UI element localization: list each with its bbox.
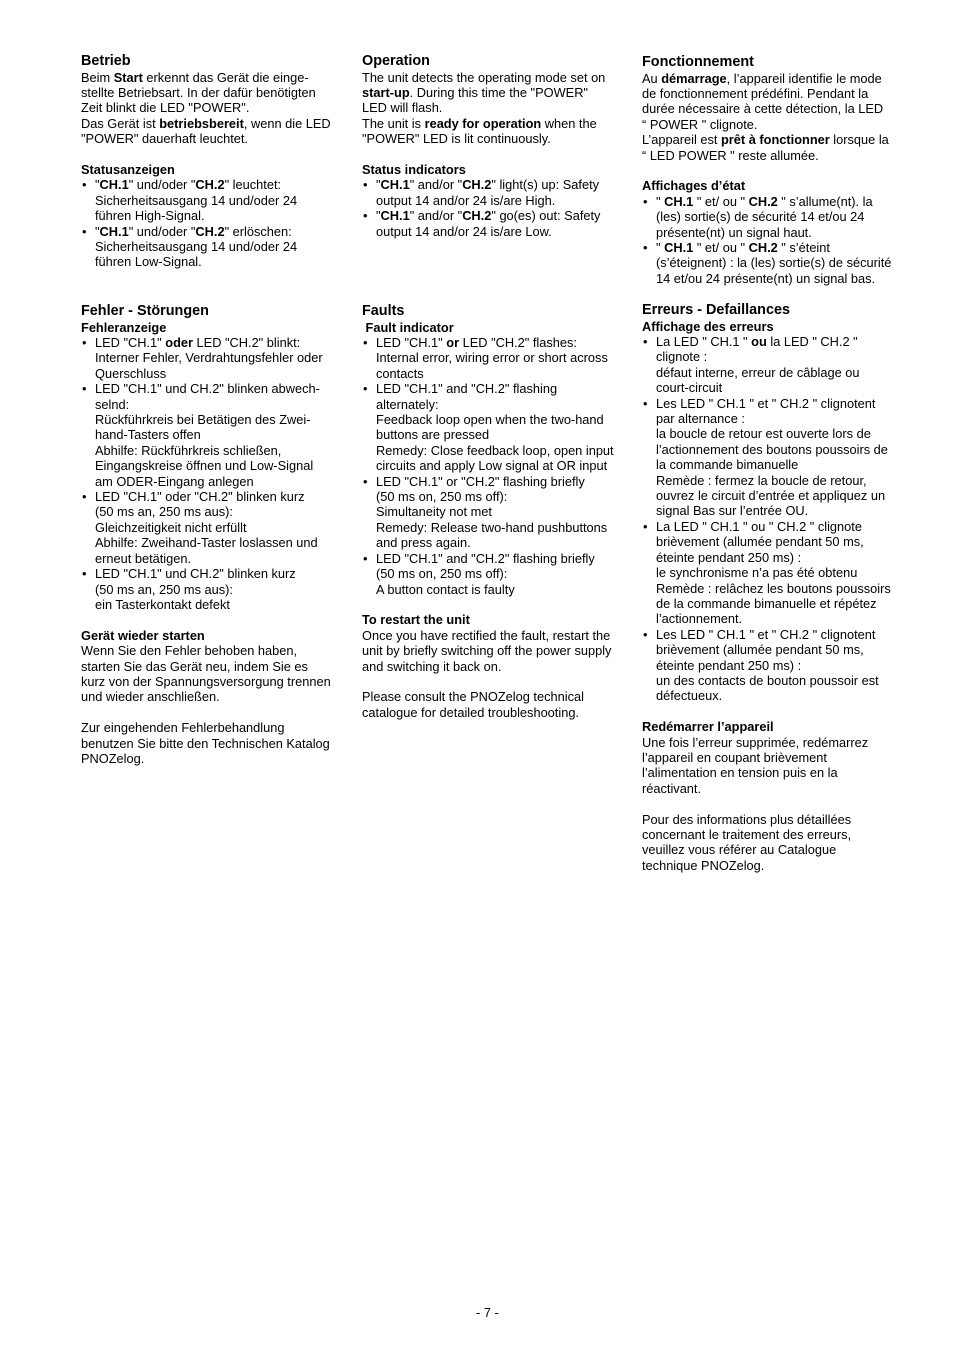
text-line: "POWER" LED is lit continuously.: [362, 131, 551, 147]
bullet-marker: •: [363, 473, 368, 489]
bold-text: start-up: [362, 85, 410, 100]
bullet-item: [81, 381, 349, 489]
text-line: Abhilfe: Rückführkreis schließen,: [95, 442, 282, 458]
section-heading: Fonctionnement: [642, 54, 754, 70]
text-line: signal Bas sur l’entrée OU.: [656, 503, 809, 519]
text-segment: Beim: [81, 69, 114, 85]
subheading: Fehleranzeige: [81, 319, 167, 335]
paragraph: [642, 812, 910, 874]
subheading: Gerät wieder starten: [81, 627, 205, 643]
text-segment: " s’allume(nt). la: [777, 193, 873, 209]
text-segment: LED "CH.1": [95, 335, 166, 350]
bullet-marker: •: [643, 518, 648, 534]
text-line: éteinte pendant 250 ms) :: [656, 549, 802, 565]
section-heading: Fehler - Störungen: [81, 303, 209, 319]
text-line: l’alimentation en tension puis en la: [642, 765, 838, 781]
text-segment: ": [376, 208, 381, 224]
text-line: par alternance :: [656, 411, 745, 427]
text-segment: " s’éteint: [777, 240, 830, 256]
text-segment: LED "CH.1": [376, 335, 447, 350]
text-line: ein Tasterkontakt defekt: [95, 596, 230, 612]
bullet-item: [642, 396, 910, 519]
bold-text: CH.1: [664, 193, 694, 209]
text-line: Gleichzeitigkeit nicht erfüllt: [95, 519, 247, 535]
bullet-marker: •: [82, 177, 87, 193]
text-line: output 14 and/or 24 is/are High.: [376, 192, 556, 208]
text-line: [81, 70, 349, 85]
text-segment: " und/oder ": [128, 223, 196, 239]
text-line: ouvrez le circuit d’entrée et appliquez un: [656, 488, 886, 504]
text-line: (50 ms on, 250 ms off):: [376, 489, 508, 505]
text-line: de fonctionnement prédéfini. Pendant la: [642, 86, 869, 101]
text-line: Abhilfe: Zweihand-Taster loslassen und: [95, 535, 318, 551]
bullet-marker: •: [363, 381, 368, 397]
text-line: Les LED " CH.1 " et " CH.2 " clignotent: [656, 395, 876, 411]
text-line: (50 ms an, 250 ms aus):: [95, 504, 233, 520]
text-line: défaut interne, erreur de câblage ou: [656, 364, 860, 380]
text-line: buttons are pressed: [376, 427, 490, 443]
bullet-item: [642, 627, 910, 704]
text-line: [81, 116, 349, 131]
bullet-list: [642, 194, 910, 286]
bullet-marker: •: [82, 489, 87, 505]
text-line: clignote :: [656, 349, 708, 365]
text-line: PNOZelog.: [81, 750, 145, 766]
section-heading: Operation: [362, 53, 430, 69]
bullet-marker: •: [643, 395, 648, 411]
text-segment: Au: [642, 70, 662, 86]
paragraph: [362, 689, 630, 720]
text-segment: . During this time the "POWER": [409, 85, 588, 100]
text-line: l’actionnement des boutons poussoirs de: [656, 441, 888, 457]
text-line: [656, 240, 910, 255]
text-line: Feedback loop open when the two-hand: [376, 412, 604, 428]
text-line: am ODER-Eingang anlegen: [95, 473, 254, 489]
text-line: hand-Tasters offen: [95, 427, 201, 443]
bold-text: CH.1: [99, 223, 129, 239]
text-segment: " and/or ": [409, 208, 463, 224]
text-line: The unit detects the operating mode set on: [362, 69, 606, 85]
bullet-marker: •: [643, 334, 648, 349]
text-segment: Das Gerät ist: [81, 115, 160, 131]
text-line: la commande bimanuelle: [656, 457, 799, 473]
text-line: Sicherheitsausgang 14 und/oder 24: [95, 192, 298, 208]
text-line: Rückführkreis bei Betätigen des Zwei-: [95, 412, 311, 428]
bullet-item: [81, 335, 349, 381]
text-segment: , wenn die LED: [243, 115, 331, 131]
text-line: LED "CH.1" und CH.2" blinken abwech-: [95, 381, 320, 397]
paragraph: [362, 628, 630, 674]
text-segment: " and/or ": [409, 177, 463, 193]
bullet-item: [81, 224, 349, 270]
french-column: [642, 0, 910, 1351]
text-line: présente(nt) un signal haut.: [656, 224, 812, 240]
text-line: circuits and apply Low signal at OR input: [376, 458, 608, 474]
bullet-marker: •: [643, 626, 648, 642]
bullet-item: [81, 177, 349, 223]
text-line: concernant le traitement des erreurs,: [642, 826, 852, 842]
subheading: To restart the unit: [362, 612, 470, 628]
text-line: Please consult the PNOZelog technical: [362, 689, 584, 705]
text-line: Wenn Sie den Fehler behoben haben,: [81, 643, 298, 659]
operation-section: [362, 53, 630, 239]
text-line: réactivant.: [642, 780, 702, 796]
text-segment: ": [656, 193, 665, 209]
bold-text: CH.2: [462, 208, 492, 224]
text-line: LED "CH.1" and "CH.2" flashing: [376, 381, 558, 397]
paragraph: [642, 735, 910, 797]
text-line: Querschluss: [95, 365, 167, 381]
text-line: Une fois l’erreur supprimée, redémarrez: [642, 734, 869, 750]
text-line: (s’éteignent) : la (les) sortie(s) de sécurité: [656, 255, 892, 271]
text-line: LED "CH.1" and "CH.2" flashing briefly: [376, 550, 595, 566]
bullet-marker: •: [363, 550, 368, 566]
bold-text: CH.2: [748, 240, 778, 256]
subheading: Status indicators: [362, 162, 466, 178]
bullet-item: [362, 474, 630, 551]
bold-text: ou: [751, 334, 767, 349]
text-line: Simultaneity not met: [376, 504, 492, 520]
bullet-list: [81, 177, 349, 269]
text-segment: erkennt das Gerät die einge-: [142, 69, 309, 85]
paragraph: [81, 70, 349, 147]
erreurs-defaillances-section: [642, 302, 910, 873]
text-line: l’actionnement.: [656, 611, 743, 627]
section-heading: Erreurs - Defaillances: [642, 302, 790, 318]
text-segment: " und/oder ": [128, 177, 196, 193]
text-line: Eingangskreise öffnen und Low-Signal: [95, 458, 314, 474]
bullet-item: [362, 177, 630, 208]
bullet-marker: •: [363, 208, 368, 224]
bullet-marker: •: [82, 223, 87, 239]
text-line: kurz von der Spannungsversorgung trennen: [81, 673, 331, 689]
text-line: Zeit blinkt die LED "POWER".: [81, 100, 250, 116]
text-line: [642, 71, 910, 86]
text-line: [376, 335, 630, 350]
text-line: benutzen Sie bitte den Technischen Katalog: [81, 735, 330, 751]
text-line: A button contact is faulty: [376, 581, 515, 597]
paragraph: [362, 70, 630, 147]
bold-text: CH.1: [99, 177, 129, 193]
bold-text: prêt à fonctionner: [720, 132, 830, 148]
bullet-item: [81, 489, 349, 566]
text-line: [376, 208, 630, 223]
text-line: contacts: [376, 365, 424, 381]
text-line: [95, 224, 349, 239]
text-line: [362, 116, 630, 131]
bold-text: Start: [113, 69, 143, 85]
text-line: [376, 177, 630, 192]
bold-text: CH.2: [195, 177, 225, 193]
bold-text: CH.2: [195, 223, 225, 239]
bullet-list: [362, 177, 630, 239]
text-line: alternately:: [376, 396, 439, 412]
text-line: Remedy: Close feedback loop, open input: [376, 442, 614, 458]
text-segment: " leuchtet:: [224, 177, 282, 193]
bullet-marker: •: [82, 566, 87, 582]
text-segment: L’appareil est: [642, 132, 721, 148]
bullet-list: [362, 335, 630, 597]
text-line: “ LED POWER " reste allumée.: [642, 147, 819, 163]
text-line: and switching it back on.: [362, 658, 502, 674]
bullet-item: [642, 240, 910, 286]
text-segment: lorsque la: [829, 132, 889, 148]
bold-text: CH.2: [748, 193, 778, 209]
bold-text: ready for operation: [424, 115, 542, 131]
text-line: le synchronisme n’a pas été obtenu: [656, 565, 858, 581]
text-line: brièvement (allumée pendant 50 ms,: [656, 642, 864, 658]
bullet-marker: •: [363, 177, 368, 193]
text-segment: when the: [541, 115, 597, 131]
text-line: brièvement (allumée pendant 50 ms,: [656, 534, 864, 550]
text-line: catalogue for detailed troubleshooting.: [362, 704, 579, 720]
text-segment: la LED " CH.2 ": [766, 334, 858, 349]
text-segment: " et/ ou ": [693, 240, 749, 256]
text-line: starten Sie das Gerät neu, indem Sie es: [81, 658, 308, 674]
text-line: 14 et/ou 24 présente(nt) un signal bas.: [656, 270, 876, 286]
bullet-item: [362, 335, 630, 381]
text-line: [642, 132, 910, 147]
text-line: veuillez vous référer au Catalogue: [642, 842, 837, 858]
bold-text: or: [446, 335, 460, 350]
text-line: un des contacts de bouton poussoir est: [656, 672, 879, 688]
bullet-marker: •: [82, 381, 87, 397]
text-line: output 14 and/or 24 is/are Low.: [376, 223, 552, 239]
text-line: and press again.: [376, 535, 471, 551]
text-line: LED "CH.1" or "CH.2" flashing briefly: [376, 473, 585, 489]
bullet-list: [81, 335, 349, 612]
bold-text: oder: [165, 335, 193, 350]
subheading: Affichages d’état: [642, 178, 746, 194]
text-segment: ": [656, 240, 665, 256]
text-line: [656, 334, 910, 349]
text-segment: " erlöschen:: [224, 223, 292, 239]
subheading: Fault indicator: [362, 319, 454, 335]
text-line: défectueux.: [656, 688, 723, 704]
bullet-list: [642, 334, 910, 704]
section-heading: Betrieb: [81, 53, 131, 69]
bullet-item: [81, 566, 349, 612]
text-line: Zur eingehenden Fehlerbehandlung: [81, 720, 285, 736]
bold-text: CH.1: [380, 208, 410, 224]
text-segment: LED "CH.2" flashes:: [459, 335, 577, 350]
text-line: de la commande bimanuelle et répétez: [656, 595, 877, 611]
text-segment: , l’appareil identifie le mode: [726, 70, 882, 86]
paragraph: [81, 643, 349, 705]
betrieb-section: [81, 53, 349, 270]
text-segment: " light(s) up: Safety: [491, 177, 600, 193]
text-segment: " et/ ou ": [693, 193, 749, 209]
text-line: Remedy: Release two-hand pushbuttons: [376, 519, 608, 535]
text-line: LED will flash.: [362, 100, 443, 116]
text-line: LED "CH.1" und CH.2" blinken kurz: [95, 566, 296, 582]
subheading: Redémarrer l’appareil: [642, 719, 774, 735]
subheading: Affichage des erreurs: [642, 318, 774, 334]
text-line: erneut betätigen.: [95, 550, 192, 566]
text-line: unit by briefly switching off the power supply: [362, 643, 612, 659]
text-line: und wieder anschließen.: [81, 689, 220, 705]
bullet-item: [642, 334, 910, 396]
text-line: führen Low-Signal.: [95, 254, 202, 270]
text-line: Remède : fermez la boucle de retour,: [656, 472, 867, 488]
text-line: Interner Fehler, Verdrahtungsfehler oder: [95, 350, 323, 366]
faults-section: [362, 303, 630, 720]
text-segment: LED "CH.2" blinkt:: [192, 335, 301, 350]
fonctionnement-section: [642, 54, 910, 286]
text-line: (les) sortie(s) de sécurité 14 et/ou 24: [656, 209, 865, 225]
bold-text: CH.2: [462, 177, 492, 193]
bold-text: démarrage: [661, 70, 727, 86]
text-segment: The unit is: [362, 115, 425, 131]
paragraph: [642, 71, 910, 163]
text-line: führen High-Signal.: [95, 208, 205, 224]
text-segment: ": [376, 177, 381, 193]
text-line: LED "CH.1" oder "CH.2" blinken kurz: [95, 489, 305, 505]
text-line: éteinte pendant 250 ms) :: [656, 657, 802, 673]
bullet-marker: •: [363, 335, 368, 350]
text-line: Les LED " CH.1 " et " CH.2 " clignotent: [656, 626, 876, 642]
text-line: durée nécessaire à cette détection, la LED: [642, 101, 884, 117]
bullet-marker: •: [643, 240, 648, 256]
text-line: [95, 177, 349, 192]
text-line: [362, 85, 630, 100]
text-line: Internal error, wiring error or short across: [376, 350, 608, 366]
bold-text: CH.1: [664, 240, 694, 256]
bullet-marker: •: [82, 335, 87, 350]
bullet-item: [362, 208, 630, 239]
text-line: l’appareil en coupant brièvement: [642, 749, 827, 765]
german-column: [81, 0, 349, 1351]
text-line: la boucle de retour est ouverte lors de: [656, 426, 871, 442]
text-line: technique PNOZelog.: [642, 857, 765, 873]
text-line: (50 ms an, 250 ms aus):: [95, 581, 233, 597]
text-line: selnd:: [95, 396, 130, 412]
text-line: [95, 335, 349, 350]
bullet-item: [362, 551, 630, 597]
bold-text: CH.1: [380, 177, 410, 193]
text-segment: La LED " CH.1 ": [656, 334, 752, 349]
text-line: Remède : relâchez les boutons poussoirs: [656, 580, 891, 596]
text-line: [656, 194, 910, 209]
text-line: Sicherheitsausgang 14 und/oder 24: [95, 239, 298, 255]
text-segment: ": [95, 223, 100, 239]
text-line: stellte Betriebsart. In der dafür benötigten: [81, 85, 316, 100]
text-line: Pour des informations plus détaillées: [642, 811, 852, 827]
text-segment: ": [95, 177, 100, 193]
text-line: Once you have rectified the fault, restart the: [362, 627, 611, 643]
text-line: "POWER" dauerhaft leuchtet.: [81, 131, 248, 147]
paragraph: [81, 720, 349, 766]
english-column: [362, 0, 630, 1351]
bold-text: betriebsbereit: [159, 115, 244, 131]
text-segment: " go(es) out: Safety: [491, 208, 601, 224]
text-line: (50 ms on, 250 ms off):: [376, 566, 508, 582]
page-number: - 7 -: [476, 1305, 499, 1320]
text-line: court-circuit: [656, 380, 723, 396]
fehler-stoerungen-section: [81, 303, 349, 766]
text-line: “ POWER " clignote.: [642, 116, 758, 132]
bullet-item: [642, 194, 910, 240]
bullet-item: [642, 519, 910, 627]
text-line: La LED " CH.1 " ou " CH.2 " clignote: [656, 518, 862, 534]
bullet-marker: •: [643, 193, 648, 209]
bullet-item: [362, 381, 630, 473]
subheading: Statusanzeigen: [81, 162, 175, 178]
section-heading: Faults: [362, 303, 405, 319]
